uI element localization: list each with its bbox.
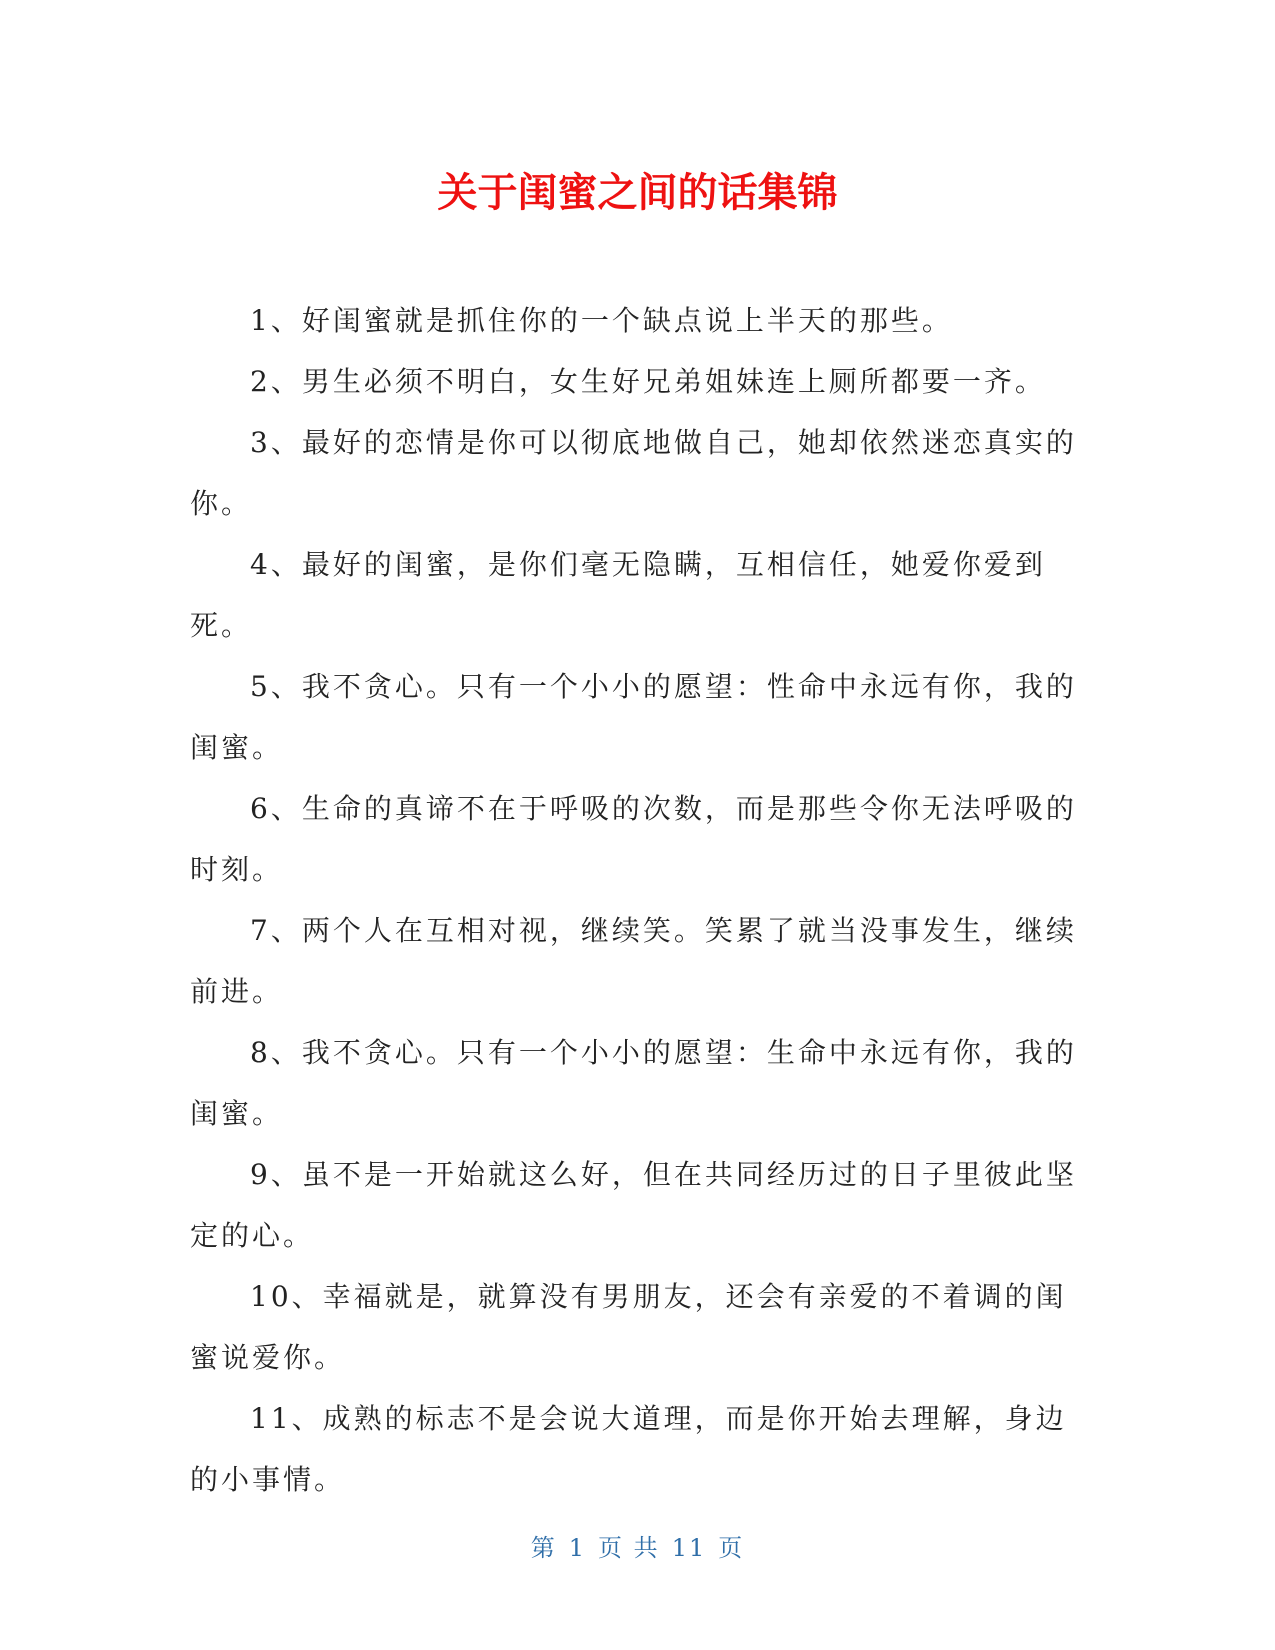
- paragraph-10: 10、幸福就是，就算没有男朋友，还会有亲爱的不着调的闺蜜说爱你。: [190, 1280, 1067, 1374]
- page-label-mid: 页 共: [598, 1534, 660, 1562]
- total-pages-number: 11: [671, 1534, 707, 1562]
- current-page-number: 1: [568, 1534, 587, 1562]
- paragraph-1: 1、好闺蜜就是抓住你的一个缺点说上半天的那些。: [250, 304, 953, 337]
- paragraph-8: 8、我不贪心。只有一个小小的愿望：生命中永远有你，我的闺蜜。: [190, 1036, 1077, 1130]
- document-title: 关于闺蜜之间的话集锦: [437, 170, 838, 216]
- page-number-footer: [0, 1532, 1275, 1564]
- paragraph-9: 9、虽不是一开始就这么好，但在共同经历过的日子里彼此坚定的心。: [190, 1158, 1077, 1252]
- paragraph-3: 3、最好的恋情是你可以彻底地做自己，她却依然迷恋真实的你。: [190, 426, 1077, 520]
- paragraph-11: 11、成熟的标志不是会说大道理，而是你开始去理解，身边的小事情。: [190, 1402, 1067, 1496]
- paragraph-6: 6、生命的真谛不在于呼吸的次数，而是那些令你无法呼吸的时刻。: [190, 792, 1077, 886]
- paragraph-5: 5、我不贪心。只有一个小小的愿望：性命中永远有你，我的闺蜜。: [190, 670, 1077, 764]
- paragraph-2: 2、男生必须不明白，女生好兄弟姐妹连上厕所都要一齐。: [250, 365, 1046, 398]
- document-body: [190, 290, 1082, 1510]
- page-label-suffix: 页: [718, 1534, 745, 1562]
- paragraph-4: 4、最好的闺蜜，是你们毫无隐瞒，互相信任，她爱你爱到死。: [190, 548, 1046, 642]
- page-label-prefix: 第: [530, 1534, 557, 1562]
- paragraph-7: 7、两个人在互相对视，继续笑。笑累了就当没事发生，继续前进。: [190, 914, 1077, 1008]
